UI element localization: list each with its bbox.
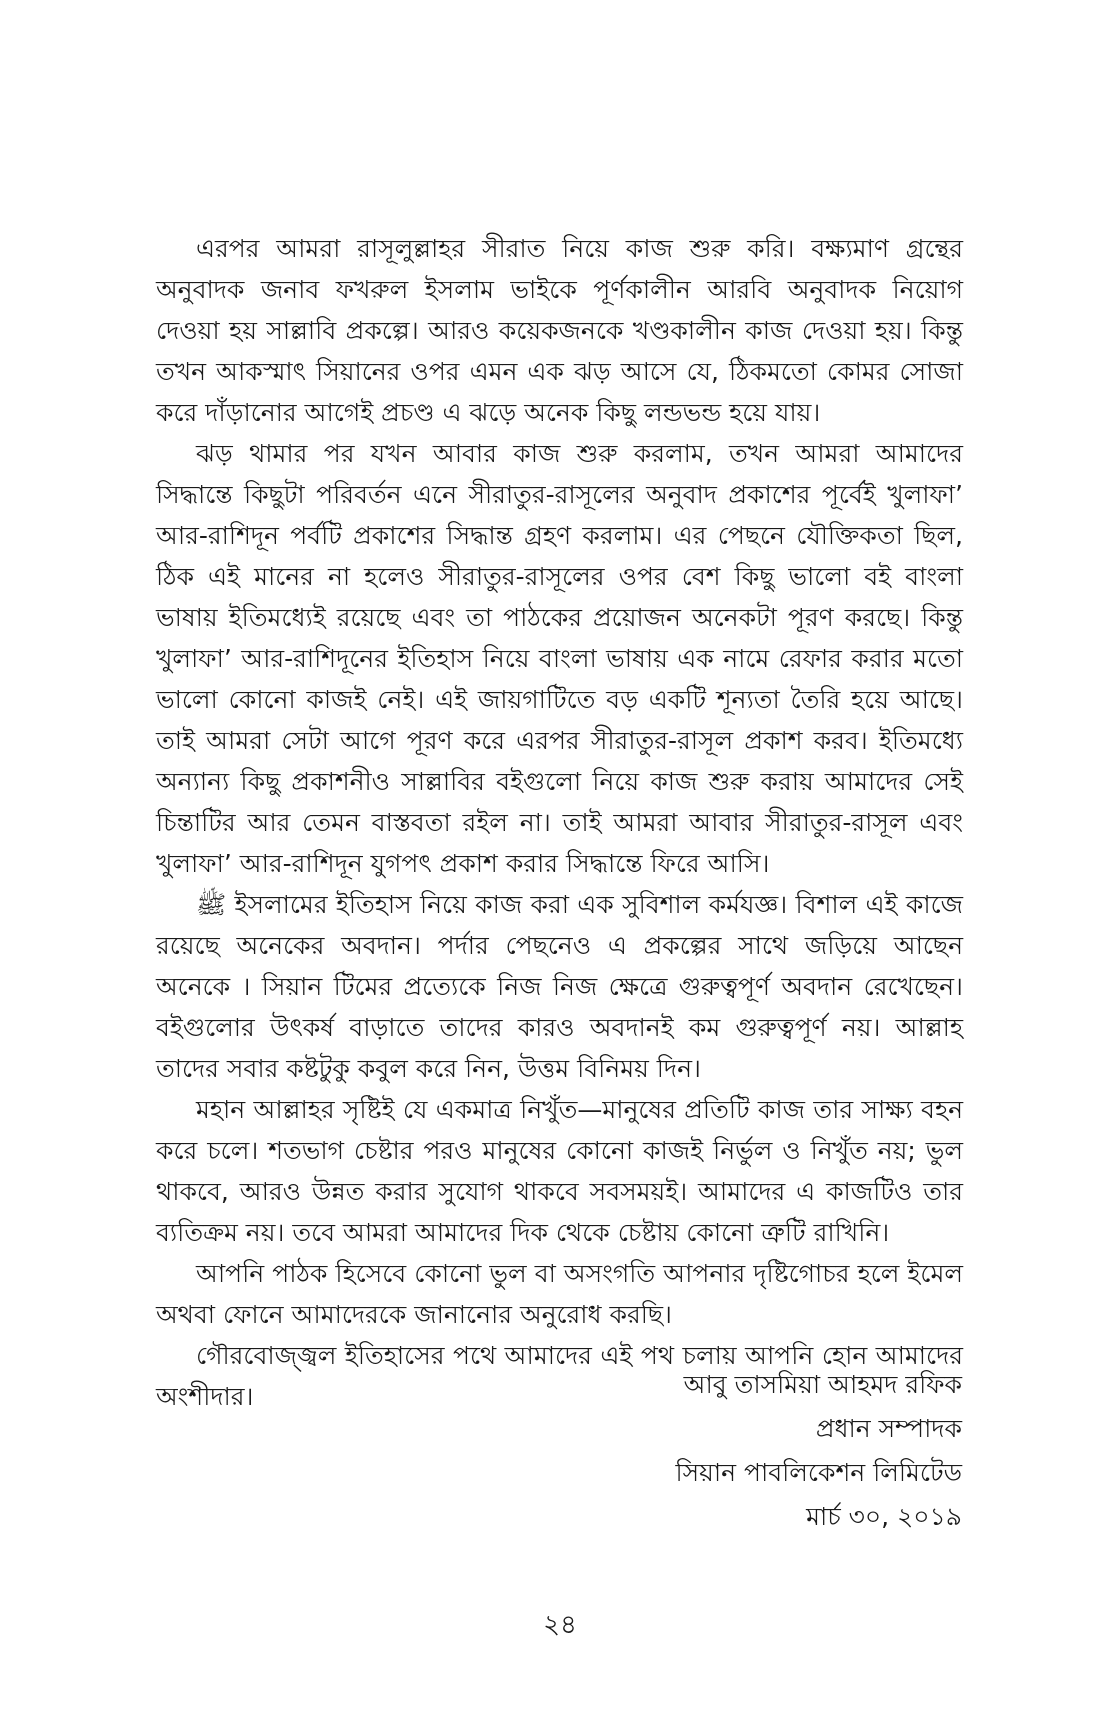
body-text bbox=[156, 228, 963, 1417]
signature-organization: সিয়ান পাবলিকেশন লিমিটেড bbox=[675, 1458, 962, 1487]
paragraph: ঝড় থামার পর যখন আবার কাজ শুরু করলাম, তখন আমরা আমাদের সিদ্ধান্তে কিছুটা পরিবর্তন এনে সীরাতুর-রাসূলের অনুবাদ প্রকাশের পূর্বেই খুলাফা’ আর-রাশিদূন পর্বটি প্রকাশের সিদ্ধান্ত গ্রহণ করলাম। এর পেছনে যৌক্তিকতা ছিল, ঠিক এই মানের না হলেও সীরাতুর-রাসূলের ওপর বেশ কিছু ভালো বই বাংলা ভাষায় ইতিমধ্যেই রয়েছে এবং তা পাঠকের প্রয়োজন অনেকটা পূরণ করছে। কিন্তু খুলাফা’ আর-রাশিদূনের ইতিহাস নিয়ে বাংলা ভাষায় এক নামে রেফার করার মতো ভালো কোনো কাজই নেই। এই জায়গাটিতে বড় একটি শূন্যতা তৈরি হয়ে আছে। তাই আমরা সেটা আগে পূরণ করে এরপর সীরাতুর-রাসূল প্রকাশ করব। ইতিমধ্যে অন্যান্য কিছু প্রকাশনীও সাল্লাবির বইগুলো নিয়ে কাজ শুরু করায় আমাদের সেই চিন্তাটির আর তেমন বাস্তবতা রইল না। তাই আমরা আবার সীরাতুর-রাসূল এবং খুলাফা’ আর-রাশিদূন যুগপৎ প্রকাশ করার সিদ্ধান্তে ফিরে আসি। bbox=[156, 439, 963, 878]
paragraph: আপনি পাঠক হিসেবে কোনো ভুল বা অসংগতি আপনার দৃষ্টিগোচর হলে ইমেল অথবা ফোনে আমাদেরকে জানানোর অনুরোধ করছি। bbox=[156, 1259, 963, 1329]
signature-date: মার্চ ৩০, ২০১৯ bbox=[806, 1502, 962, 1531]
paragraph: মহান আল্লাহর সৃষ্টিই যে একমাত্র নিখুঁত—মানুষের প্রতিটি কাজ তার সাক্ষ্য বহন করে চলে। শতভাগ চেষ্টার পরও মানুষের কোনো কাজই নির্ভুল ও নিখুঁত নয়; ভুল থাকবে, আরও উন্নত করার সুযোগ থাকবে সবসময়ই। আমাদের এ কাজটিও তার ব্যতিক্রম নয়। তবে আমরা আমাদের দিক থেকে চেষ্টায় কোনো ত্রুটি রাখিনি। bbox=[156, 1095, 963, 1247]
paragraph: ﷺ ইসলামের ইতিহাস নিয়ে কাজ করা এক সুবিশাল কর্মযজ্ঞ। বিশাল এই কাজে রয়েছে অনেকের অবদান। পর্দার পেছনেও এ প্রকল্পের সাথে জড়িয়ে আছেন অনেকে । সিয়ান টিমের প্রত্যেকে নিজ নিজ ক্ষেত্রে গুরুত্বপূর্ণ অবদান রেখেছেন। বইগুলোর উৎকর্ষ বাড়াতে তাদের কারও অবদানই কম গুরুত্বপূর্ণ নয়। আল্লাহ তাদের সবার কষ্টটুকু কবুল করে নিন, উত্তম বিনিময় দিন। bbox=[156, 890, 963, 1083]
signature-block bbox=[675, 1363, 962, 1539]
signature-role: প্রধান সম্পাদক bbox=[815, 1414, 962, 1443]
paragraph: এরপর আমরা রাসূলুল্লাহর সীরাত নিয়ে কাজ শুরু করি। বক্ষ্যমাণ গ্রন্থের অনুবাদক জনাব ফখরুল ইসলাম ভাইকে পূর্ণকালীন আরবি অনুবাদক নিয়োগ দেওয়া হয় সাল্লাবি প্রকল্পে। আরও কয়েকজনকে খণ্ডকালীন কাজ দেওয়া হয়। কিন্তু তখন আকস্মাৎ সিয়ানের ওপর এমন এক ঝড় আসে যে, ঠিকমতো কোমর সোজা করে দাঁড়ানোর আগেই প্রচণ্ড এ ঝড়ে অনেক কিছু লন্ডভন্ড হয়ে যায়। bbox=[156, 234, 963, 427]
paragraph: গৌরবোজ্জ্বল ইতিহাসের পথে আমাদের এই পথ চলায় আপনি হোন আমাদের অংশীদার। bbox=[156, 1341, 963, 1411]
signature-name: আবু তাসমিয়া আহমদ রফিক bbox=[683, 1370, 962, 1399]
page-number: ২৪ bbox=[543, 1610, 577, 1640]
